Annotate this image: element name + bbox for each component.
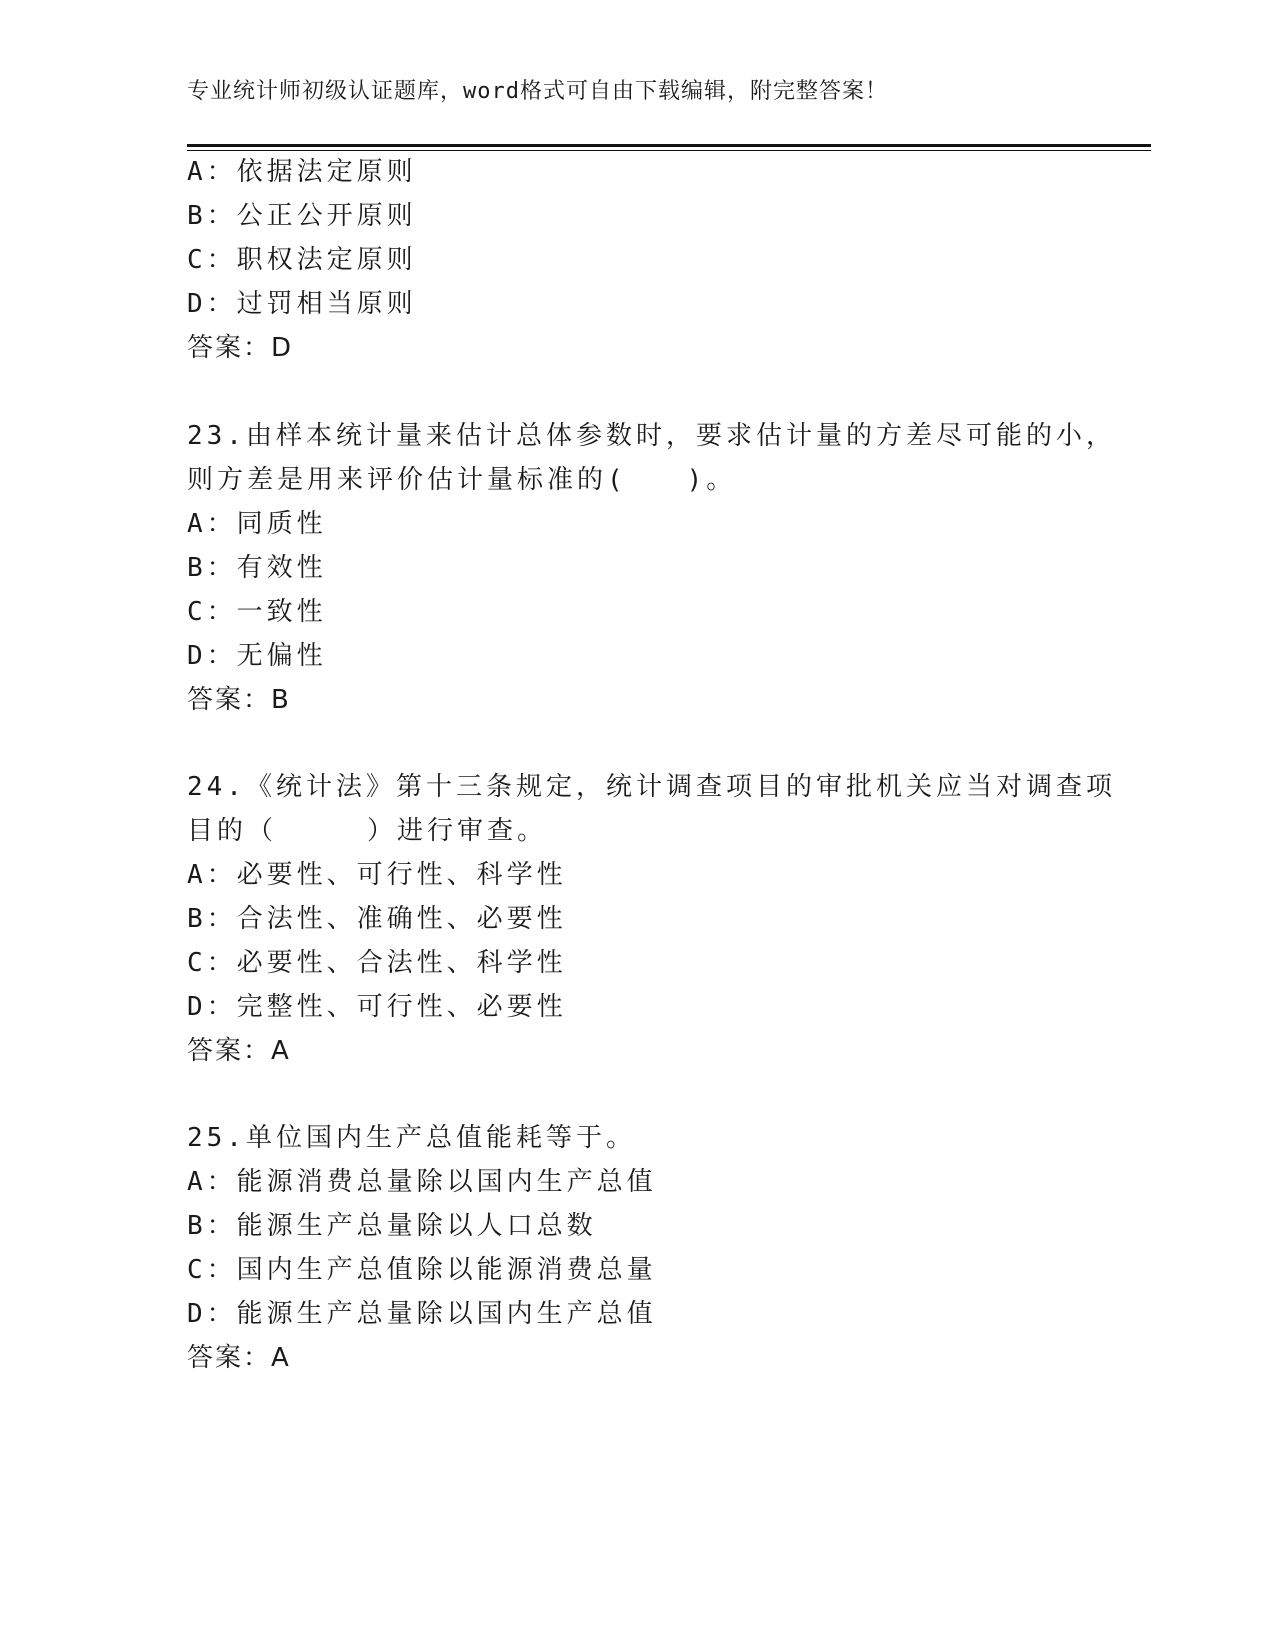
q23-option-a: A：同质性	[187, 509, 327, 539]
q22-option-b: B：公正公开原则	[187, 201, 417, 231]
q25-answer: 答案：A	[187, 1343, 291, 1373]
q25-option-c: C：国内生产总值除以能源消费总量	[187, 1255, 657, 1285]
q22-answer: 答案：D	[187, 333, 294, 363]
q22-option-d: D：过罚相当原则	[187, 289, 417, 319]
q23-option-d: D：无偏性	[187, 641, 327, 671]
q23-option-c: C：一致性	[187, 597, 327, 627]
q22-option-a: A：依据法定原则	[187, 157, 417, 187]
q23-answer: 答案：B	[187, 685, 291, 715]
page-header: 专业统计师初级认证题库，word格式可自由下载编辑，附完整答案！	[187, 79, 888, 104]
q25-option-a: A：能源消费总量除以国内生产总值	[187, 1167, 657, 1197]
q23-stem-line1: 23.由样本统计量来估计总体参数时，要求估计量的方差尽可能的小，	[187, 421, 1116, 451]
q23-option-b: B：有效性	[187, 553, 327, 583]
q24-stem-line2: 目的（ ）进行审查。	[187, 816, 548, 846]
header-divider-thick	[187, 144, 1151, 147]
q25-option-d: D：能源生产总量除以国内生产总值	[187, 1299, 657, 1329]
q25-option-b: B：能源生产总量除以人口总数	[187, 1211, 597, 1241]
q25-stem-line1: 25.单位国内生产总值能耗等于。	[187, 1123, 636, 1153]
q22-option-c: C：职权法定原则	[187, 245, 417, 275]
q24-option-c: C：必要性、合法性、科学性	[187, 948, 567, 978]
q23-stem-line2: 则方差是用来评价估计量标准的( )。	[187, 465, 737, 495]
q24-stem-line1: 24.《统计法》第十三条规定，统计调查项目的审批机关应当对调查项	[187, 772, 1116, 802]
q24-option-a: A：必要性、可行性、科学性	[187, 860, 567, 890]
q24-answer: 答案：A	[187, 1036, 291, 1066]
q24-option-d: D：完整性、可行性、必要性	[187, 992, 567, 1022]
header-divider-thin	[187, 150, 1151, 151]
q24-option-b: B：合法性、准确性、必要性	[187, 904, 567, 934]
